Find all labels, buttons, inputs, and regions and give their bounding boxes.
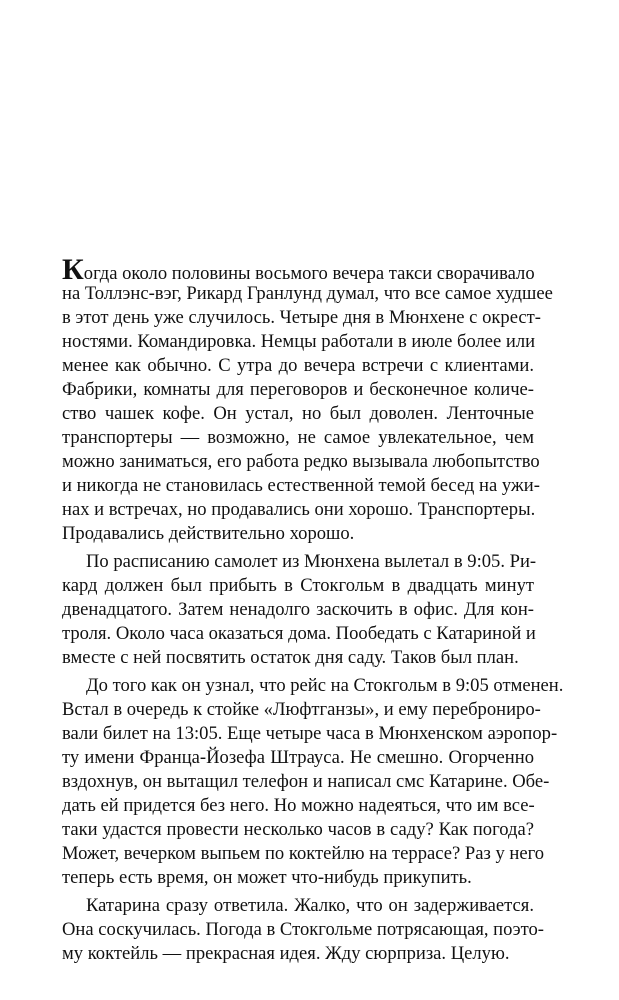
text-line: двенадцатого. Затем ненадолго заскочить в офис. Для кон- (62, 599, 534, 620)
text-line: Встал в очередь к стойке «Люфтганзы», и ему переброниро- (62, 699, 541, 720)
text-line: троля. Около часа оказаться дома. Пообедать с Катариной и (62, 623, 536, 644)
text-line: нах и встречах, но продавались они хорошо. Транспортеры. (62, 499, 536, 520)
text-line: Фабрики, комнаты для переговоров и бесконечное количе- (62, 379, 534, 400)
text-line: Может, вечерком выпьем по коктейлю на террасе? Раз у него (62, 843, 545, 864)
text-line: До того как он узнал, что рейс на Стокгольм в 9:05 отменен. (86, 675, 564, 696)
text-line: теперь есть время, он может что-нибудь прикупить. (62, 867, 472, 888)
text-line: дать ей придется без него. Но можно надеяться, что им все- (62, 795, 535, 816)
text-line: Когда около половины восьмого вечера такси сворачивало (62, 253, 535, 286)
text-line: му коктейль — прекрасная идея. Жду сюрприза. Целую. (62, 943, 510, 964)
text-line: транспортеры — возможно, не самое увлекательное, чем (62, 427, 534, 448)
text-line: в этот день уже случилось. Четыре дня в Мюнхене с окрест- (62, 307, 541, 328)
text-line: вали билет на 13:05. Еще четыре часа в Мюнхенском аэропор- (62, 723, 558, 744)
text-line: вместе с ней посвятить остаток дня саду. Таков был план. (62, 647, 519, 668)
text-line: ство чашек кофе. Он устал, но был доволен. Ленточные (62, 403, 534, 424)
text-line: таки удастся провести несколько часов в саду? Как погода? (62, 819, 534, 840)
text-line: кард должен был прибыть в Стокгольм в двадцать минут (62, 575, 534, 596)
text-line: По расписанию самолет из Мюнхена вылетал в 9:05. Ри- (86, 551, 537, 572)
paragraph (62, 674, 564, 890)
text-line: и никогда не становилась естественной темой бесед на ужи- (62, 475, 540, 496)
paragraph (62, 253, 553, 546)
text-line: Продавались действительно хорошо. (62, 523, 355, 544)
text-line: Катарина сразу ответила. Жалко, что он задерживается. (86, 895, 534, 916)
paragraph (62, 550, 537, 670)
text-line: ностями. Командировка. Немцы работали в июле более или (62, 331, 536, 352)
paragraph (62, 894, 544, 966)
text-line: можно заниматься, его работа редко вызывала любопытство (62, 451, 540, 472)
text-line: вздохнув, он вытащил телефон и написал смс Катарине. Обе- (62, 771, 550, 792)
drop-cap: К (62, 253, 84, 286)
text-line: Она соскучилась. Погода в Стокгольме потрясающая, поэто- (62, 919, 544, 940)
text-line: ту имени Франца-Йозефа Штрауса. Не смешно. Огорченно (62, 747, 534, 768)
text-line: менее как обычно. С утра до вечера встречи с клиентами. (62, 355, 534, 376)
text-line: на Толлэнс-вэг, Рикард Гранлунд думал, что все самое худшее (62, 283, 553, 304)
body-text (62, 253, 564, 966)
